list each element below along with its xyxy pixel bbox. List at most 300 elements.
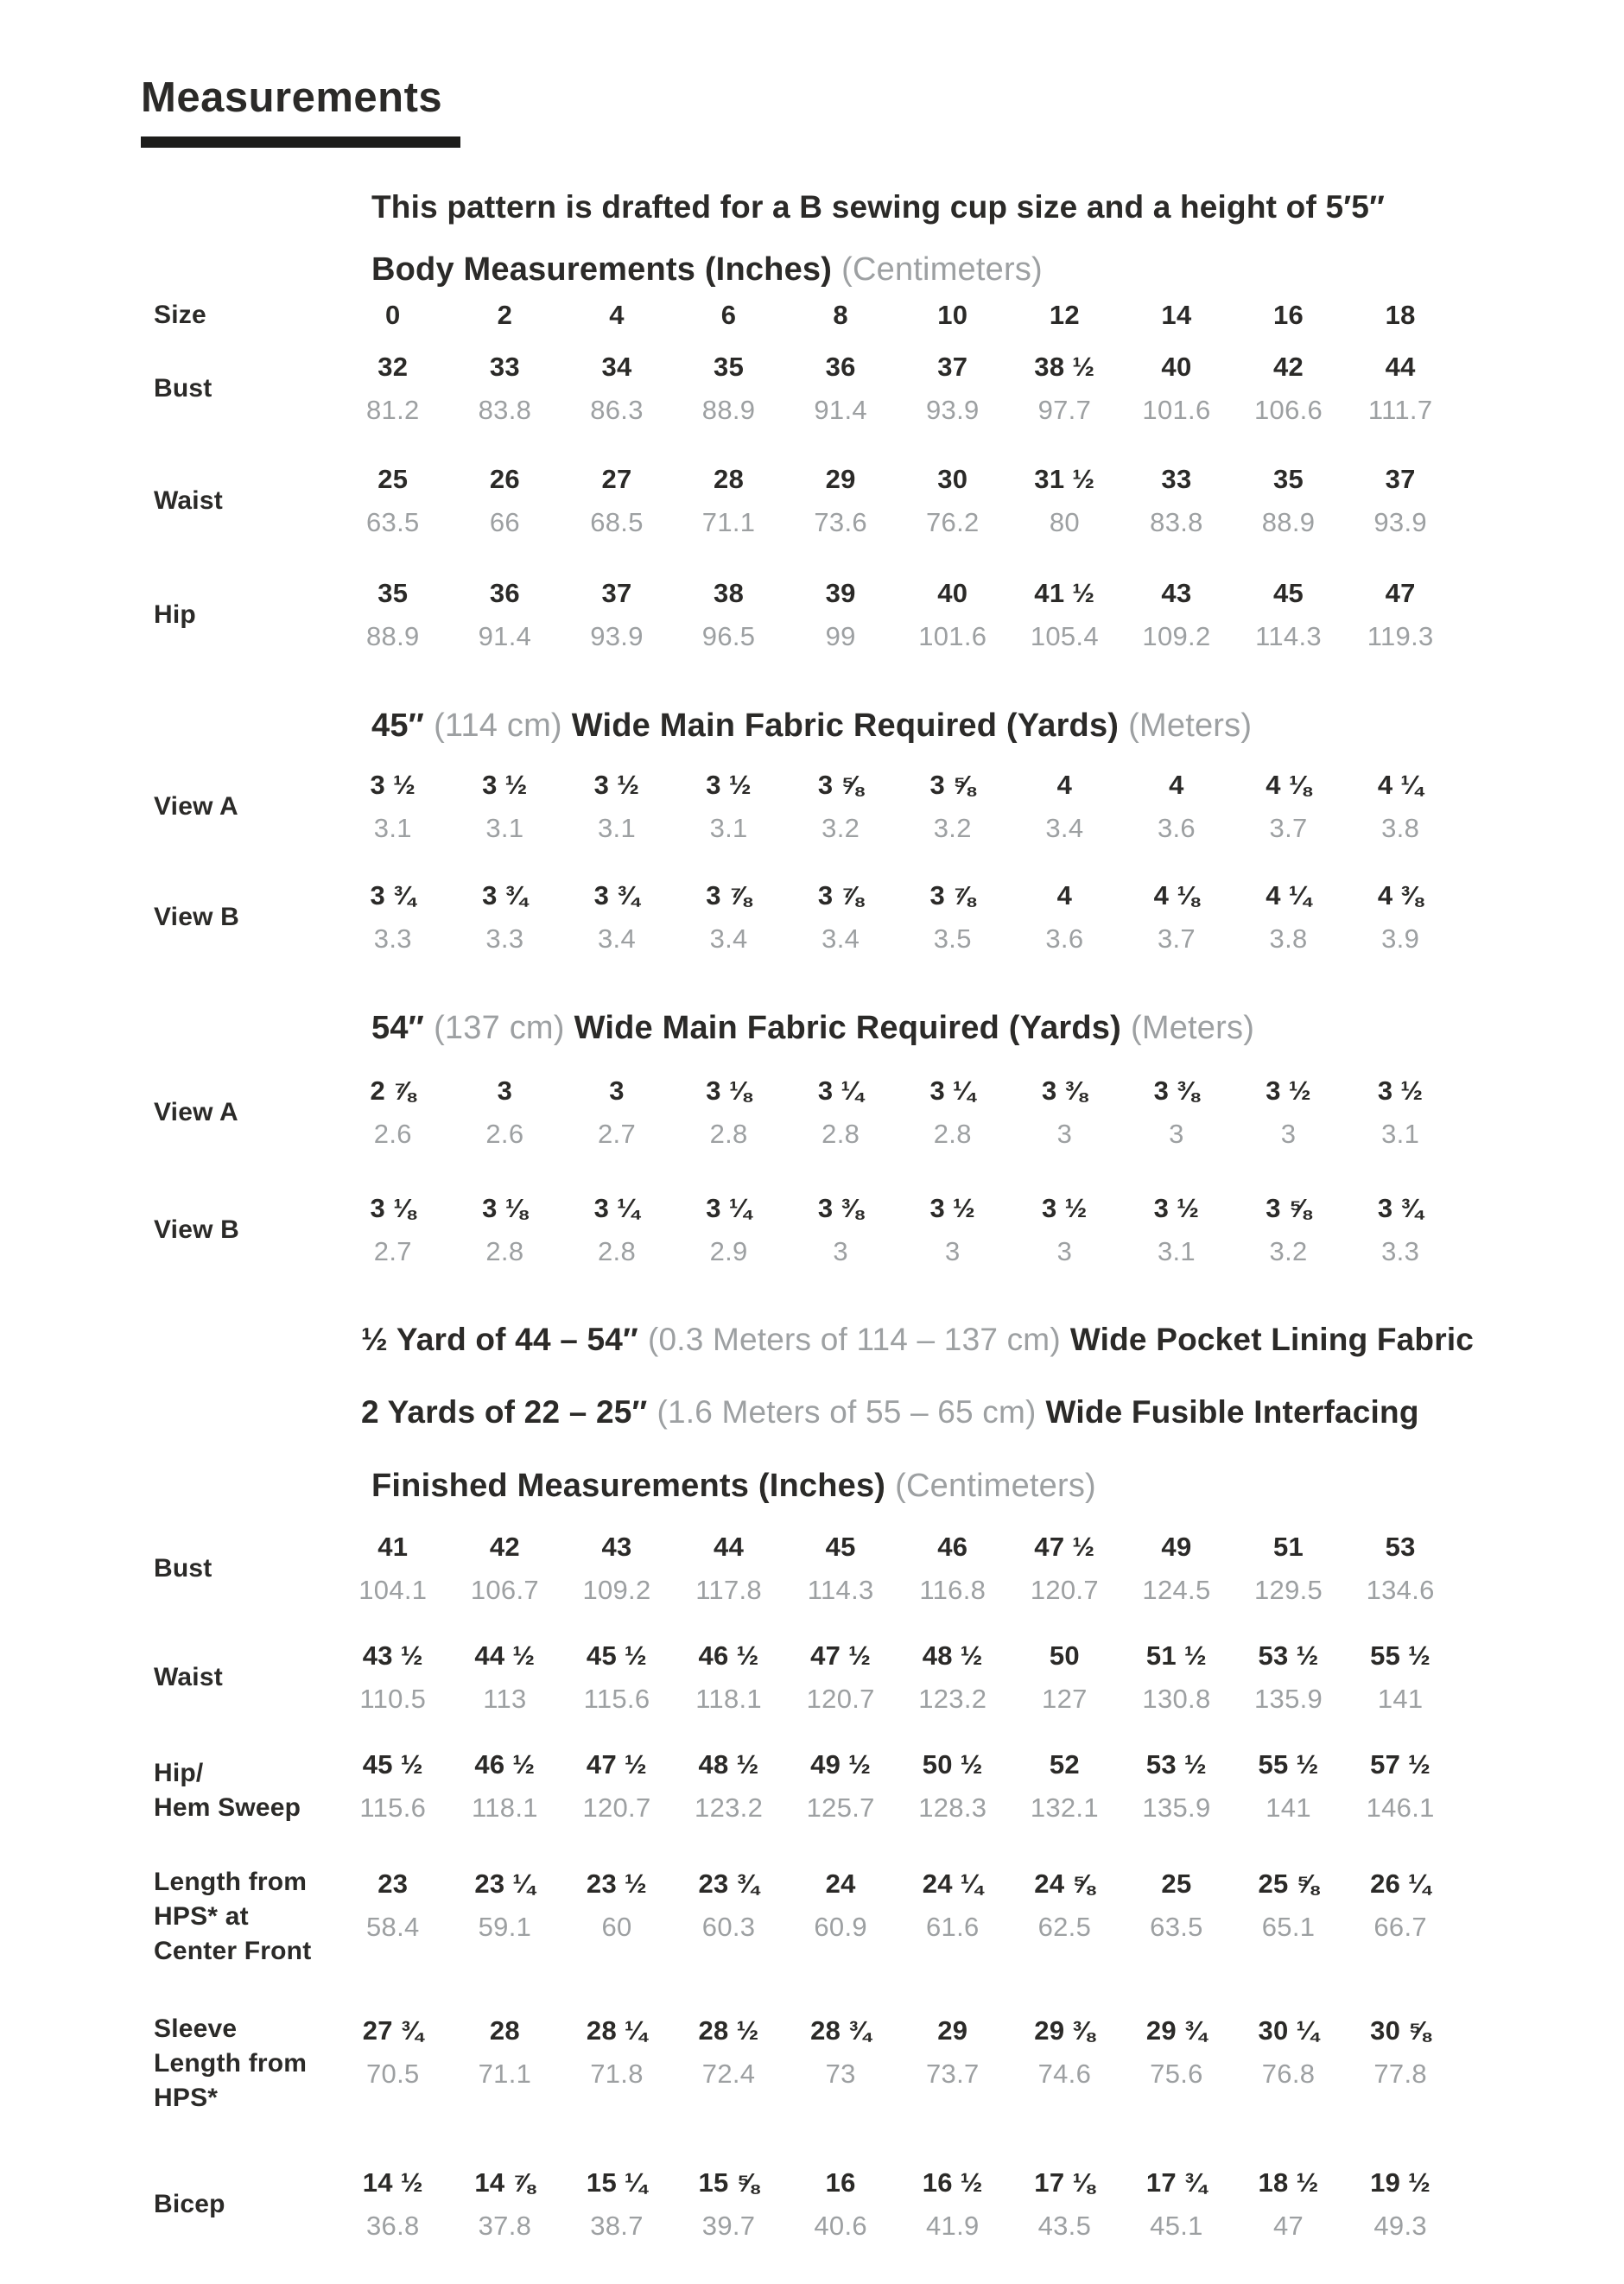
cm-value: 3 xyxy=(944,1236,961,1266)
heading-segment-dark: Finished Measurements (Inches) xyxy=(371,1468,886,1504)
row-label xyxy=(154,1746,337,1827)
section-finished-measurements xyxy=(0,1466,1624,2245)
inches-value: 25 ⅝ xyxy=(1258,1868,1319,1899)
note-line xyxy=(361,1392,1624,1433)
cm-value: 81.2 xyxy=(366,395,420,425)
cm-value: 2.7 xyxy=(597,1119,636,1149)
inches-value: 37 xyxy=(1385,464,1416,494)
row-label-line: Sleeve xyxy=(154,2014,238,2043)
inches-value: 28 xyxy=(714,464,745,494)
cm-value: 91.4 xyxy=(478,621,532,651)
cm-value: 65.1 xyxy=(1261,1912,1316,1942)
cm-value: 115.6 xyxy=(359,1792,427,1823)
row-label xyxy=(154,1637,337,1718)
cm-value: 3.8 xyxy=(1269,923,1308,954)
inches-value: 33 xyxy=(489,352,520,382)
inches-value: 3 ¼ xyxy=(817,1075,864,1106)
cm-value: 73 xyxy=(825,2059,856,2089)
cm-value: 38.7 xyxy=(590,2211,644,2241)
row-label-line: Bust xyxy=(154,374,213,403)
inches-value-line xyxy=(337,766,1456,804)
heading-segment-dark: 45″ xyxy=(371,707,425,744)
inches-value: 40 xyxy=(1161,352,1192,382)
inches-value: 3 ¼ xyxy=(929,1075,976,1106)
inches-value: 4 ¼ xyxy=(1377,770,1424,800)
inches-value: 43 xyxy=(1161,578,1192,608)
inches-value: 16 ½ xyxy=(922,2167,983,2198)
inches-value: 40 xyxy=(937,578,968,608)
cm-value: 49.3 xyxy=(1373,2211,1427,2241)
cm-value: 62.5 xyxy=(1037,1912,1092,1942)
size-value: 8 xyxy=(833,300,848,330)
inches-value: 29 xyxy=(937,2015,968,2046)
section-heading xyxy=(371,1466,1624,1506)
cm-value: 135.9 xyxy=(1142,1792,1211,1823)
inches-value: 3 xyxy=(497,1075,513,1106)
cm-value: 118.1 xyxy=(695,1684,762,1714)
cm-value: 111.7 xyxy=(1367,395,1433,425)
inches-value: 36 xyxy=(825,352,856,382)
inches-value: 57 ½ xyxy=(1370,1749,1431,1780)
section-notes xyxy=(0,1319,1624,1433)
cm-value: 88.9 xyxy=(701,395,756,425)
inches-value: 30 xyxy=(937,464,968,494)
note-segment-dark: 2 Yards of 22 – 25″ xyxy=(361,1394,648,1430)
page-title: Measurements xyxy=(141,74,443,121)
inches-value: 27 ¾ xyxy=(362,2015,423,2046)
section-heading xyxy=(371,1008,1624,1048)
section-fabric-54 xyxy=(0,1008,1624,1271)
cm-value: 130.8 xyxy=(1142,1684,1211,1714)
inches-value-line xyxy=(337,1072,1456,1110)
cm-value: 106.6 xyxy=(1254,395,1323,425)
cm-value: 3.2 xyxy=(1269,1236,1308,1266)
cm-value: 117.8 xyxy=(695,1575,762,1605)
inches-value: 3 ⅞ xyxy=(817,880,864,910)
row-label-line: Bust xyxy=(154,1554,213,1583)
cm-value: 3 xyxy=(1056,1119,1073,1149)
cm-value: 93.9 xyxy=(925,395,980,425)
inches-value: 19 ½ xyxy=(1370,2167,1431,2198)
inches-value: 3 ⅞ xyxy=(706,880,752,910)
heading-segment-muted: (Centimeters) xyxy=(895,1468,1096,1504)
cm-value: 3.9 xyxy=(1381,923,1420,954)
cm-value: 83.8 xyxy=(478,395,532,425)
inches-value-line xyxy=(337,1865,1456,1903)
cm-value: 97.7 xyxy=(1037,395,1092,425)
inches-value: 2 ⅞ xyxy=(370,1075,416,1106)
cm-value: 109.2 xyxy=(1142,621,1211,651)
cm-value: 2.8 xyxy=(485,1236,524,1266)
cm-value: 96.5 xyxy=(701,621,756,651)
inches-value: 25 xyxy=(377,464,409,494)
row-label-line: HPS* xyxy=(154,2084,219,2112)
inches-value: 50 xyxy=(1049,1640,1080,1671)
inches-value: 3 ⅝ xyxy=(817,770,864,800)
inches-value: 35 xyxy=(1273,464,1304,494)
inches-value: 25 xyxy=(1161,1868,1192,1899)
row-label xyxy=(154,1865,337,1969)
inches-value-line xyxy=(337,1190,1456,1228)
cm-value: 2.8 xyxy=(597,1236,636,1266)
inches-value: 36 xyxy=(489,578,520,608)
row-label xyxy=(154,348,337,429)
cm-value: 2.8 xyxy=(709,1119,748,1149)
cm-value: 127 xyxy=(1042,1684,1088,1714)
inches-value: 44 ½ xyxy=(474,1640,536,1671)
title-underline xyxy=(141,136,460,148)
cm-value: 3 xyxy=(1280,1119,1297,1149)
row-bicep xyxy=(154,2164,1624,2245)
cm-value: 104.1 xyxy=(358,1575,428,1605)
cm-value: 3.7 xyxy=(1157,923,1196,954)
inches-value: 3 ½ xyxy=(482,770,528,800)
row-view-a xyxy=(154,766,1624,847)
cm-value: 134.6 xyxy=(1366,1575,1435,1605)
inches-value: 3 ⅝ xyxy=(929,770,976,800)
cm-value: 3.2 xyxy=(933,813,972,843)
cm-value: 3.6 xyxy=(1157,813,1196,843)
cm-value: 39.7 xyxy=(701,2211,756,2241)
cm-value: 68.5 xyxy=(590,507,644,537)
row-label xyxy=(154,766,337,847)
row-label xyxy=(154,877,337,958)
cm-value: 3.1 xyxy=(373,813,412,843)
cm-value: 120.7 xyxy=(582,1792,651,1823)
inches-value: 46 xyxy=(937,1532,968,1562)
inches-value: 29 ⅜ xyxy=(1034,2015,1095,2046)
cm-value: 116.8 xyxy=(919,1575,986,1605)
inches-value: 30 ¼ xyxy=(1258,2015,1319,2046)
note-segment-muted: (0.3 Meters of 114 – 137 cm) xyxy=(647,1322,1061,1357)
cm-value-line xyxy=(337,1115,1456,1153)
row-sleeve-length-from-hps xyxy=(154,2012,1624,2116)
cm-value: 3.4 xyxy=(597,923,636,954)
cm-value: 118.1 xyxy=(472,1792,538,1823)
cm-value: 60.9 xyxy=(814,1912,867,1942)
cm-value: 3.1 xyxy=(1157,1236,1196,1266)
row-label-line: Hip/ xyxy=(154,1759,204,1787)
row-label-line: Center Front xyxy=(154,1937,312,1965)
inches-value: 43 xyxy=(601,1532,632,1562)
cm-value-line xyxy=(337,809,1456,847)
inches-value: 39 xyxy=(825,578,856,608)
inches-value-line xyxy=(337,574,1456,612)
cm-value: 105.4 xyxy=(1030,621,1099,651)
row-label xyxy=(154,460,337,542)
inches-value: 46 ½ xyxy=(698,1640,759,1671)
cm-value: 47 xyxy=(1273,2211,1304,2241)
row-label-line: Bicep xyxy=(154,2190,225,2218)
inches-value: 3 ½ xyxy=(593,770,640,800)
cm-value: 115.6 xyxy=(583,1684,650,1714)
cm-value: 3.5 xyxy=(933,923,972,954)
inches-value: 3 ½ xyxy=(370,770,416,800)
cm-value-line xyxy=(337,2055,1456,2093)
cm-value: 76.8 xyxy=(1261,2059,1316,2089)
cm-value: 58.4 xyxy=(366,1912,420,1942)
inches-value-line xyxy=(337,1528,1456,1566)
inches-value: 47 ½ xyxy=(1034,1532,1095,1562)
note-segment-dark: Wide Fusible Interfacing xyxy=(1045,1394,1419,1430)
cm-value: 3.2 xyxy=(822,813,860,843)
row-label xyxy=(154,1190,337,1271)
inches-value: 45 ½ xyxy=(586,1640,648,1671)
cm-value-line xyxy=(337,1789,1456,1827)
cm-value: 40.6 xyxy=(814,2211,867,2241)
measurements-page xyxy=(0,73,1624,2284)
inches-value: 44 xyxy=(714,1532,745,1562)
cm-value: 125.7 xyxy=(806,1792,875,1823)
cm-value: 110.5 xyxy=(359,1684,427,1714)
section-body-measurements xyxy=(0,250,1624,656)
cm-value: 2.7 xyxy=(373,1236,412,1266)
cm-value: 3 xyxy=(833,1236,848,1266)
inches-value: 3 ½ xyxy=(1377,1075,1424,1106)
size-value: 18 xyxy=(1385,300,1416,330)
inches-value: 17 ¾ xyxy=(1145,2167,1208,2198)
measurement-sections xyxy=(0,250,1624,2245)
cm-value: 109.2 xyxy=(582,1575,651,1605)
inches-value: 32 xyxy=(377,352,409,382)
inches-value: 23 ¾ xyxy=(698,1868,759,1899)
size-value: 10 xyxy=(937,300,968,330)
row-bust xyxy=(154,1528,1624,1609)
inches-value: 38 xyxy=(714,578,745,608)
row-bust xyxy=(154,348,1624,429)
note-line xyxy=(361,1319,1624,1361)
inches-value: 28 ¼ xyxy=(586,2015,648,2046)
cm-value: 3 xyxy=(1169,1119,1184,1149)
row-view-a xyxy=(154,1072,1624,1153)
cm-value: 63.5 xyxy=(366,507,420,537)
cm-value: 124.5 xyxy=(1142,1575,1211,1605)
cm-value: 3.1 xyxy=(709,813,748,843)
inches-value: 18 ½ xyxy=(1258,2167,1319,2198)
cm-value: 88.9 xyxy=(366,621,420,651)
cm-value: 3.4 xyxy=(709,923,748,954)
cm-value: 114.3 xyxy=(1255,621,1322,651)
cm-value: 75.6 xyxy=(1150,2059,1203,2089)
inches-value: 3 ½ xyxy=(1042,1193,1088,1223)
inches-value: 3 ⅜ xyxy=(817,1193,864,1223)
row-label-line: Waist xyxy=(154,1663,223,1691)
cm-value: 76.2 xyxy=(925,507,980,537)
inches-value: 3 ¾ xyxy=(482,880,528,910)
inches-value: 26 xyxy=(489,464,520,494)
inches-value: 45 ½ xyxy=(362,1749,423,1780)
inches-value: 4 ¼ xyxy=(1266,880,1311,910)
cm-value: 93.9 xyxy=(590,621,644,651)
inches-value: 53 xyxy=(1385,1532,1416,1562)
cm-value: 2.6 xyxy=(485,1119,524,1149)
cm-value-line xyxy=(337,1571,1456,1609)
cm-value: 70.5 xyxy=(366,2059,420,2089)
inches-value: 3 ⅛ xyxy=(706,1075,752,1106)
inches-value: 3 ⅝ xyxy=(1266,1193,1311,1223)
inches-value: 24 xyxy=(825,1868,856,1899)
cm-value: 37.8 xyxy=(478,2211,532,2241)
cm-value: 132.1 xyxy=(1030,1792,1099,1823)
section-heading xyxy=(371,250,1624,289)
inches-value: 28 xyxy=(489,2015,520,2046)
cm-value: 41.9 xyxy=(925,2211,980,2241)
cm-value: 3.1 xyxy=(597,813,636,843)
cm-value: 3.6 xyxy=(1045,923,1084,954)
size-value: 16 xyxy=(1273,300,1304,330)
inches-value: 52 xyxy=(1049,1749,1080,1780)
inches-value-line xyxy=(337,460,1456,498)
inches-value: 14 ⅞ xyxy=(474,2167,536,2198)
inches-value: 37 xyxy=(937,352,968,382)
inches-value: 41 xyxy=(377,1532,409,1562)
inches-value-line xyxy=(337,1637,1456,1675)
heading-segment-muted: (137 cm) xyxy=(434,1010,565,1046)
cm-value: 36.8 xyxy=(366,2211,420,2241)
inches-value: 33 xyxy=(1161,464,1192,494)
inches-value: 26 ¼ xyxy=(1370,1868,1431,1899)
inches-value: 42 xyxy=(1273,352,1304,382)
inches-value: 42 xyxy=(489,1532,520,1562)
inches-value: 35 xyxy=(714,352,745,382)
cm-value: 91.4 xyxy=(814,395,867,425)
cm-value: 71.8 xyxy=(590,2059,644,2089)
cm-value-line xyxy=(337,504,1456,542)
cm-value: 3.1 xyxy=(485,813,524,843)
cm-value: 73.7 xyxy=(925,2059,980,2089)
heading-segment-dark: Wide Main Fabric Required (Yards) xyxy=(571,707,1120,744)
cm-value-line xyxy=(337,1908,1456,1946)
cm-value: 120.7 xyxy=(1030,1575,1099,1605)
inches-value: 3 ⅛ xyxy=(482,1193,528,1223)
inches-value: 15 ⅝ xyxy=(698,2167,759,2198)
size-value-line xyxy=(337,298,1456,333)
cm-value: 83.8 xyxy=(1150,507,1203,537)
cm-value: 3.8 xyxy=(1381,813,1420,843)
size-value: 12 xyxy=(1049,300,1080,330)
cm-value: 3.3 xyxy=(373,923,412,954)
cm-value: 99 xyxy=(825,621,856,651)
inches-value: 53 ½ xyxy=(1145,1749,1208,1780)
cm-value: 66.7 xyxy=(1373,1912,1427,1942)
inches-value: 35 xyxy=(377,578,409,608)
heading-segment-muted: (Meters) xyxy=(1131,1010,1255,1046)
inches-value-line xyxy=(337,2012,1456,2050)
cm-value-line xyxy=(337,391,1456,429)
cm-value: 77.8 xyxy=(1373,2059,1427,2089)
note-segment-dark: Wide Pocket Lining Fabric xyxy=(1069,1322,1475,1357)
row-label-line: Length from xyxy=(154,1868,308,1896)
cm-value: 120.7 xyxy=(806,1684,875,1714)
inches-value: 49 ½ xyxy=(810,1749,872,1780)
cm-value: 106.7 xyxy=(470,1575,539,1605)
row-label-line: Hip xyxy=(154,600,196,629)
size-value: 2 xyxy=(497,300,513,330)
row-label-line: Length from xyxy=(154,2049,308,2078)
size-value: 4 xyxy=(609,300,625,330)
cm-value: 123.2 xyxy=(695,1792,764,1823)
cm-value: 123.2 xyxy=(918,1684,987,1714)
inches-value: 3 ½ xyxy=(929,1193,976,1223)
inches-value: 48 ½ xyxy=(922,1640,983,1671)
inches-value: 4 ⅜ xyxy=(1377,880,1424,910)
row-size xyxy=(154,298,1624,333)
row-label-line: Size xyxy=(154,301,206,329)
note-segment-dark: ½ Yard of 44 – 54″ xyxy=(361,1322,638,1357)
row-label xyxy=(154,2164,337,2245)
cm-value: 119.3 xyxy=(1367,621,1434,651)
cm-value: 45.1 xyxy=(1150,2211,1203,2241)
row-label xyxy=(154,1072,337,1153)
row-hip-hem-sweep xyxy=(154,1746,1624,1827)
cm-value: 101.6 xyxy=(918,621,987,651)
inches-value: 51 xyxy=(1273,1532,1304,1562)
heading-segment-dark: Body Measurements (Inches) xyxy=(371,251,833,288)
inches-value: 50 ½ xyxy=(922,1749,983,1780)
inches-value: 45 xyxy=(1273,578,1304,608)
cm-value: 60.3 xyxy=(701,1912,756,1942)
cm-value: 93.9 xyxy=(1373,507,1427,537)
inches-value: 3 ½ xyxy=(1153,1193,1200,1223)
inches-value: 37 xyxy=(601,578,632,608)
cm-value: 128.3 xyxy=(918,1792,987,1823)
inches-value-line xyxy=(337,1746,1456,1784)
inches-value: 3 ⅞ xyxy=(929,880,976,910)
cm-value: 3 xyxy=(1056,1236,1073,1266)
inches-value-line xyxy=(337,348,1456,386)
cm-value: 3.3 xyxy=(485,923,524,954)
cm-value-line xyxy=(337,1680,1456,1718)
cm-value: 63.5 xyxy=(1150,1912,1203,1942)
inches-value: 3 ⅛ xyxy=(370,1193,416,1223)
row-length-from-hps-at-center-front xyxy=(154,1865,1624,1969)
size-value: 0 xyxy=(385,300,401,330)
row-label-line: View B xyxy=(154,903,240,931)
cm-value: 80 xyxy=(1049,507,1080,537)
row-label-line: HPS* at xyxy=(154,1902,249,1931)
inches-value: 3 ⅜ xyxy=(1153,1075,1200,1106)
inches-value: 3 ¾ xyxy=(593,880,640,910)
inches-value: 45 xyxy=(825,1532,856,1562)
heading-segment-dark: Wide Main Fabric Required (Yards) xyxy=(574,1010,1121,1046)
cm-value: 61.6 xyxy=(925,1912,980,1942)
cm-value: 73.6 xyxy=(814,507,867,537)
inches-value: 43 ½ xyxy=(362,1640,423,1671)
inches-value: 55 ½ xyxy=(1370,1640,1431,1671)
row-waist xyxy=(154,460,1624,542)
cm-value: 59.1 xyxy=(478,1912,532,1942)
inches-value: 47 ½ xyxy=(586,1749,648,1780)
cm-value: 86.3 xyxy=(590,395,644,425)
inches-value: 24 ¼ xyxy=(922,1868,983,1899)
inches-value: 4 xyxy=(1056,770,1073,800)
size-value: 6 xyxy=(720,300,737,330)
cm-value: 71.1 xyxy=(478,2059,532,2089)
inches-value-line xyxy=(337,877,1456,915)
inches-value: 48 ½ xyxy=(698,1749,759,1780)
inches-value: 3 ¼ xyxy=(593,1193,640,1223)
inches-value: 14 ½ xyxy=(362,2167,423,2198)
inches-value: 49 xyxy=(1161,1532,1192,1562)
inches-value: 30 ⅝ xyxy=(1370,2015,1431,2046)
cm-value: 71.1 xyxy=(701,507,756,537)
cm-value: 3.4 xyxy=(822,923,860,954)
heading-segment-dark: 54″ xyxy=(371,1010,425,1046)
heading-segment-muted: (Centimeters) xyxy=(841,251,1043,288)
cm-value: 3.4 xyxy=(1045,813,1084,843)
cm-value: 3.3 xyxy=(1381,1236,1420,1266)
inches-value: 34 xyxy=(601,352,632,382)
